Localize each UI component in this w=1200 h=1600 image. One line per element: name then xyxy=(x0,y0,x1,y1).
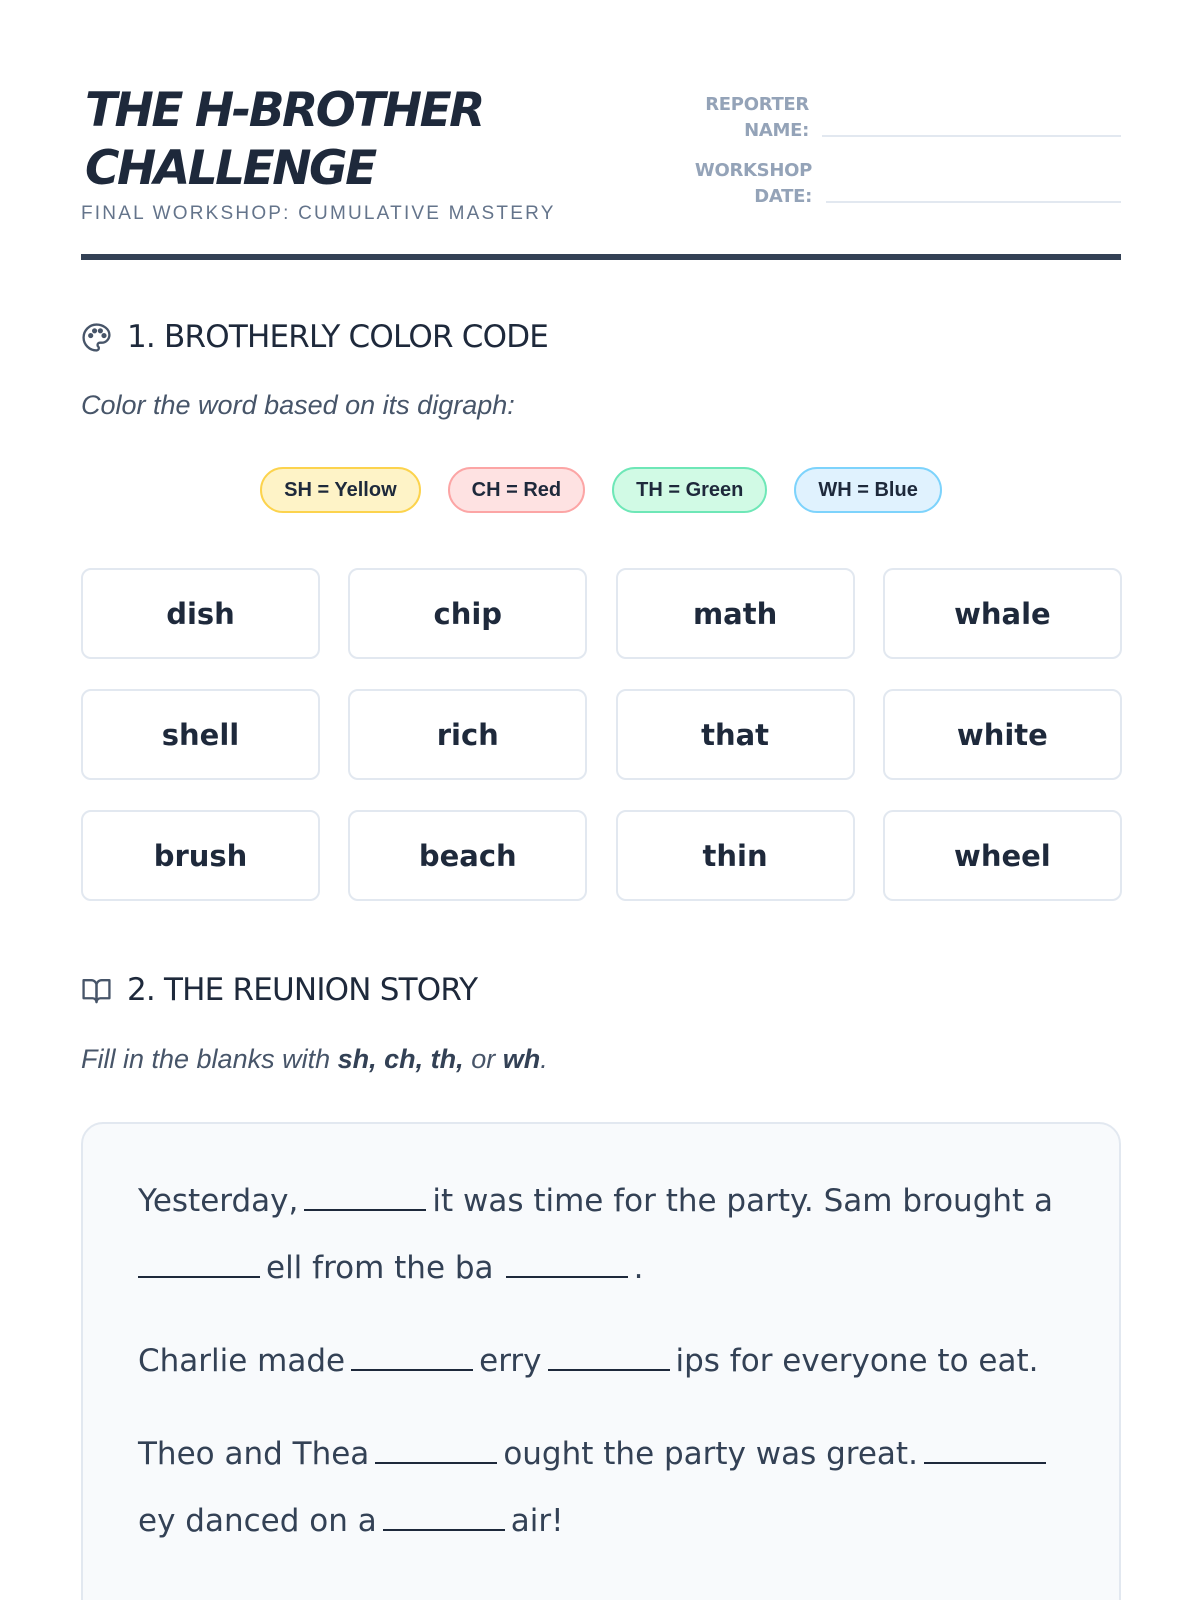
story-text: Theo and Thea xyxy=(138,1436,370,1472)
story-blank-2[interactable] xyxy=(138,1254,260,1278)
story-paragraph-2 xyxy=(138,1328,1064,1395)
reporter-name-field[interactable] xyxy=(822,135,1121,137)
story-paragraph-3 xyxy=(138,1421,1064,1555)
reunion-story-box xyxy=(81,1122,1121,1600)
reporter-label-line-1: REPORTER xyxy=(705,94,809,115)
word-card-shell[interactable]: shell xyxy=(81,689,320,780)
palette-icon xyxy=(81,322,112,353)
date-label-line-2: DATE: xyxy=(754,186,812,207)
story-blank-4[interactable] xyxy=(351,1347,473,1371)
story-text: ips for everyone to eat. xyxy=(675,1343,1039,1379)
story-blank-5[interactable] xyxy=(548,1347,670,1371)
section-2-heading xyxy=(81,972,477,1008)
word-card-dish[interactable]: dish xyxy=(81,568,320,659)
word-card-brush[interactable]: brush xyxy=(81,810,320,901)
section-2-title: 2. THE REUNION STORY xyxy=(127,972,478,1008)
story-text: . xyxy=(633,1250,644,1286)
legend-pill-th: TH = Green xyxy=(612,467,767,513)
story-blank-7[interactable] xyxy=(924,1440,1046,1464)
reporter-label-line-2: NAME: xyxy=(744,120,809,141)
story-text: air! xyxy=(510,1503,564,1539)
word-card-that[interactable]: that xyxy=(616,689,855,780)
story-text: erry xyxy=(479,1343,542,1379)
legend-pill-ch: CH = Red xyxy=(448,467,585,513)
word-card-math[interactable]: math xyxy=(616,568,855,659)
word-card-thin[interactable]: thin xyxy=(616,810,855,901)
section-2-instruction xyxy=(81,1044,548,1075)
worksheet-title xyxy=(85,82,605,198)
story-text: Yesterday, xyxy=(138,1183,299,1219)
story-blank-6[interactable] xyxy=(375,1440,497,1464)
workshop-date-label xyxy=(641,158,812,210)
story-blank-1[interactable] xyxy=(304,1187,426,1211)
legend-pill-sh: SH = Yellow xyxy=(260,467,420,513)
section-1-instruction: Color the word based on its digraph: xyxy=(81,390,515,420)
digraph-color-legend xyxy=(81,467,1121,513)
instruction-prefix: Fill in the blanks with xyxy=(81,1044,338,1074)
word-card-rich[interactable]: rich xyxy=(348,689,587,780)
word-card-white[interactable]: white xyxy=(883,689,1122,780)
story-text: it was time for the party. Sam brought a xyxy=(432,1183,1054,1219)
word-card-whale[interactable]: whale xyxy=(883,568,1122,659)
digraph-ch: ch, xyxy=(384,1044,424,1074)
word-grid xyxy=(81,568,1121,901)
digraph-sh: sh, xyxy=(337,1044,377,1074)
section-1-title: 1. BROTHERLY COLOR CODE xyxy=(127,319,549,355)
book-icon xyxy=(81,975,112,1006)
title-line-2: CHALLENGE xyxy=(85,141,375,196)
legend-pill-wh: WH = Blue xyxy=(794,467,941,513)
header-divider xyxy=(81,254,1121,260)
story-text: ey danced on a xyxy=(138,1503,377,1539)
worksheet-subtitle: FINAL WORKSHOP: CUMULATIVE MASTERY xyxy=(81,203,556,224)
reporter-name-label xyxy=(641,92,809,144)
instruction-end: . xyxy=(540,1044,548,1074)
story-paragraph-1 xyxy=(138,1168,1064,1302)
date-label-line-1: WORKSHOP xyxy=(694,160,812,181)
title-line-1: THE H-BROTHER xyxy=(85,83,483,138)
workshop-date-field[interactable] xyxy=(826,201,1121,203)
section-1-heading xyxy=(81,319,548,355)
word-card-wheel[interactable]: wheel xyxy=(883,810,1122,901)
story-blank-8[interactable] xyxy=(383,1507,505,1531)
story-blank-3[interactable] xyxy=(506,1254,628,1278)
digraph-th: th, xyxy=(430,1044,464,1074)
story-text: ought the party was great. xyxy=(503,1436,918,1472)
story-text: ell from the ba xyxy=(266,1250,494,1286)
word-card-chip[interactable]: chip xyxy=(348,568,587,659)
instruction-or: or xyxy=(471,1044,496,1074)
story-text: Charlie made xyxy=(138,1343,346,1379)
digraph-wh: wh xyxy=(502,1044,541,1074)
word-card-beach[interactable]: beach xyxy=(348,810,587,901)
